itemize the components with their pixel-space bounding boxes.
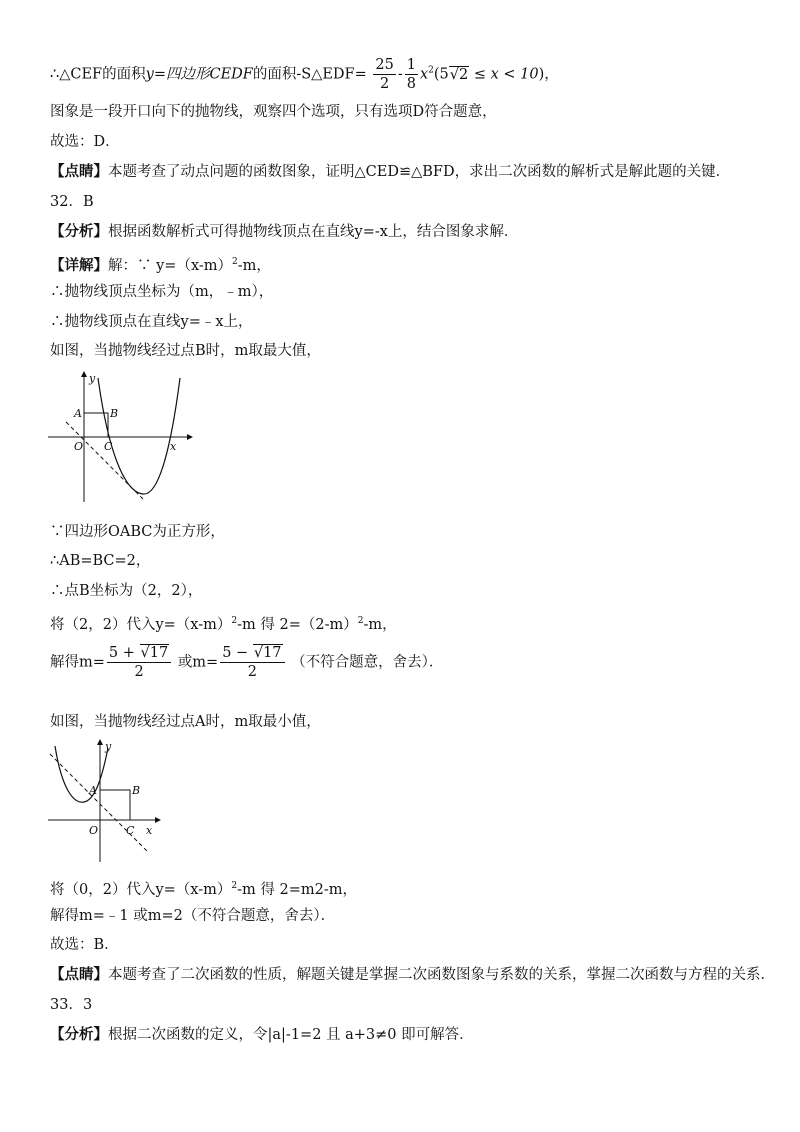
svg-text:C: C [126, 824, 135, 837]
text-line: ∴点B坐标为（2，2）， [50, 583, 203, 599]
parabola-figure-max [40, 370, 200, 510]
substitution-line: 将（2，2）代入$y=(x-m)^2-m$ 得 $2=(2-m)^2-m$， [50, 616, 397, 633]
area-formula-line: ∴△CEF的面积y=四边形CEDF的面积-S△EDF= $\frac{25}{2}$ - $\frac{1}{8}$ $x^2(5√2 \le x < 10)$， [50, 57, 559, 92]
formula-prefix: ∴△CEF的面积 [50, 66, 146, 83]
text-line: 图象是一段开口向下的抛物线，观察四个选项，只有选项D符合题意， [50, 104, 497, 120]
detail-line: 【详解】解：∵ $y=(x-m)^2-m$， [50, 257, 271, 274]
text-line: ∴抛物线顶点在直线y=﹣x上， [50, 314, 253, 330]
comment-line: 【点睛】本题考查了动点问题的函数图象，证明△CED≌△BFD，求出二次函数的解析式是解此题的关键． [50, 163, 731, 180]
solution-line: 解得m= $\frac{5 + √17}{2}$ 或m= $\frac{5 - √17}{2}$ （不符合题意，舍去）． [50, 645, 444, 680]
question-number: 32．B [50, 194, 94, 210]
svg-text:x: x [170, 440, 177, 453]
domain-range: (5√2 ≤ x < 10)， [433, 66, 559, 83]
svg-text:x: x [146, 824, 153, 837]
comment-line: 【点睛】本题考查了二次函数的性质，解题关键是掌握二次函数图象与系数的关系，掌握二次函数与方程的关系． [50, 966, 775, 983]
formula-cedf: CEDF [209, 66, 253, 83]
formula-mid: 的面积-S△EDF= [252, 66, 367, 83]
text-line: ∴抛物线顶点坐标为（m，﹣m）， [50, 284, 274, 300]
question-number: 33．3 [50, 997, 93, 1013]
text-line: 如图，当抛物线经过点B时，m取最大值， [50, 343, 321, 359]
svg-text:A: A [74, 407, 82, 420]
fraction-1-8: $\frac{1}{8}$ [406, 57, 416, 92]
analysis-line: 【分析】根据函数解析式可得抛物线顶点在直线y=-x上，结合图象求解． [50, 223, 519, 240]
line-y-neg-x [50, 754, 148, 852]
square-oabc [100, 790, 130, 820]
svg-text:O: O [74, 440, 84, 453]
svg-text:B: B [110, 407, 119, 420]
analysis-line: 【分析】根据二次函数的定义，令|a|-1=2 且 a+3≠0 即可解答． [50, 1026, 474, 1043]
fraction-5-minus-sqrt17: $\frac{5 - √17}{2}$ [220, 644, 284, 681]
text-line: 如图，当抛物线经过点A时，m取最小值， [50, 714, 321, 730]
text-line: ∴AB=BC=2， [50, 553, 151, 569]
sqrt-2: √2 [449, 66, 469, 83]
svg-text:O: O [89, 824, 99, 837]
fraction-25-2: $\frac{25}{2}$ [375, 57, 394, 92]
choice-line: 故选：D． [50, 134, 120, 150]
svg-text:C: C [104, 440, 113, 453]
solution-line: 解得m=﹣1 或m=2（不符合题意，舍去）． [50, 908, 336, 924]
parabola-figure-min [40, 738, 170, 866]
fraction-5-plus-sqrt17: $\frac{5 + √17}{2}$ [107, 644, 171, 681]
parabola-curve [98, 378, 180, 494]
text-line: ∵四边形OABC为正方形， [50, 524, 225, 540]
choice-line: 故选：B． [50, 937, 119, 953]
svg-text:y: y [105, 740, 112, 753]
formula-y: y=四边形 [145, 66, 210, 83]
substitution-line: 将（0，2）代入$y=(x-m)^2-m$ 得 2=m2-m， [50, 881, 357, 898]
svg-text:y: y [89, 372, 96, 385]
svg-text:B: B [132, 784, 141, 797]
svg-text:A: A [89, 784, 97, 797]
